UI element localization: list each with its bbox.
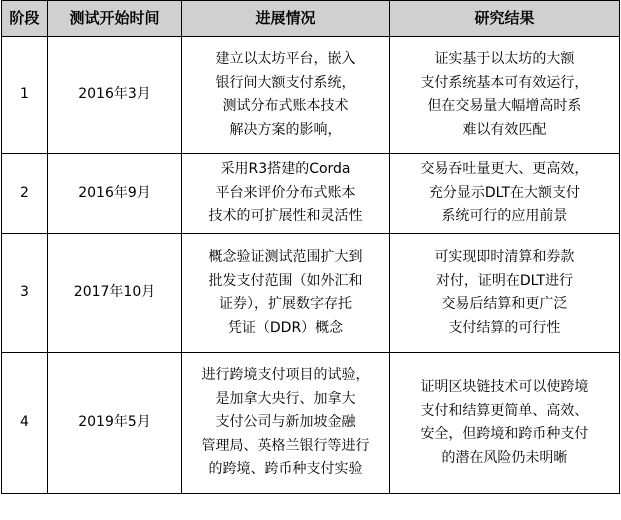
result-line: 充分显示DLT在大额支付 [428, 184, 581, 201]
progress-line: 解决方案的影响， [229, 121, 342, 138]
result-line: 支付系统基本可有效运行， [420, 74, 589, 91]
progress-line: 凭证（DDR）概念 [227, 319, 344, 336]
result-cell [389, 353, 619, 494]
stage-cell: 4 [2, 353, 48, 494]
result-line: 安全，但跨境和跨币种支付 [420, 426, 589, 442]
time-cell: 2019年5月 [47, 353, 181, 494]
progress-line: 概念验证测试范围扩大到 [208, 249, 363, 265]
time-cell: 2016年9月 [47, 154, 181, 234]
result-line: 交易后结算和更广泛 [441, 296, 568, 312]
stage-cell: 2 [2, 154, 48, 234]
progress-line: 管理局、英格兰银行等进行 [201, 437, 370, 454]
progress-line: 支付公司与新加坡金融 [215, 414, 356, 431]
research-table [1, 0, 620, 494]
header-result: 研究结果 [389, 1, 619, 37]
header-stage: 阶段 [2, 1, 48, 37]
progress-line: 批发支付范围（如外汇和 [208, 272, 363, 289]
table-row [2, 37, 620, 154]
result-line: 系统可行的应用前景 [441, 208, 568, 225]
result-cell [389, 154, 619, 234]
stage-cell: 1 [2, 37, 48, 154]
progress-cell [182, 353, 390, 494]
result-line: 证明区块链技术可以使跨境 [420, 379, 589, 395]
result-line: 可实现即时清算和券款 [434, 249, 575, 265]
header-row [2, 1, 620, 37]
table-row [2, 234, 620, 353]
table-row [2, 154, 620, 234]
progress-cell [182, 154, 390, 234]
progress-line: 证券），扩展数字存托 [219, 296, 353, 312]
progress-line: 银行间大额支付系统， [215, 74, 356, 91]
result-line: 支付结算的可行性 [448, 319, 561, 336]
result-line: 交易吞吐量更大、更高效， [420, 161, 589, 178]
progress-line: 测试分布式账本技术 [222, 98, 349, 114]
progress-line: 技术的可扩展性和灵活性 [208, 208, 363, 225]
progress-line: 采用R3搭建的Corda [220, 161, 351, 178]
result-line: 支付和结算更简单、高效、 [420, 402, 589, 419]
stage-cell: 3 [2, 234, 48, 353]
table-row [2, 353, 620, 494]
result-line: 的潜在风险仍未明晰 [441, 449, 568, 466]
result-cell [389, 37, 619, 154]
result-cell [389, 234, 619, 353]
header-time: 测试开始时间 [47, 1, 181, 37]
result-line: 对付，证明在DLT进行 [435, 272, 574, 289]
progress-line: 建立以太坊平台，嵌入 [215, 51, 356, 67]
header-progress: 进展情况 [182, 1, 390, 37]
time-cell: 2016年3月 [47, 37, 181, 154]
progress-cell [182, 234, 390, 353]
progress-line: 进行跨境支付项目的试验， [201, 367, 370, 384]
result-line: 但在交易量大幅增高时系 [427, 98, 582, 114]
time-cell: 2017年10月 [47, 234, 181, 353]
progress-line: 平台来评价分布式账本 [215, 184, 356, 201]
result-line: 证实基于以太坊的大额 [434, 51, 575, 67]
progress-line: 的跨境、跨币种支付实验 [208, 461, 363, 478]
progress-cell [182, 37, 390, 154]
progress-line: 是加拿大央行、加拿大 [215, 390, 356, 407]
result-line: 难以有效匹配 [462, 121, 547, 138]
